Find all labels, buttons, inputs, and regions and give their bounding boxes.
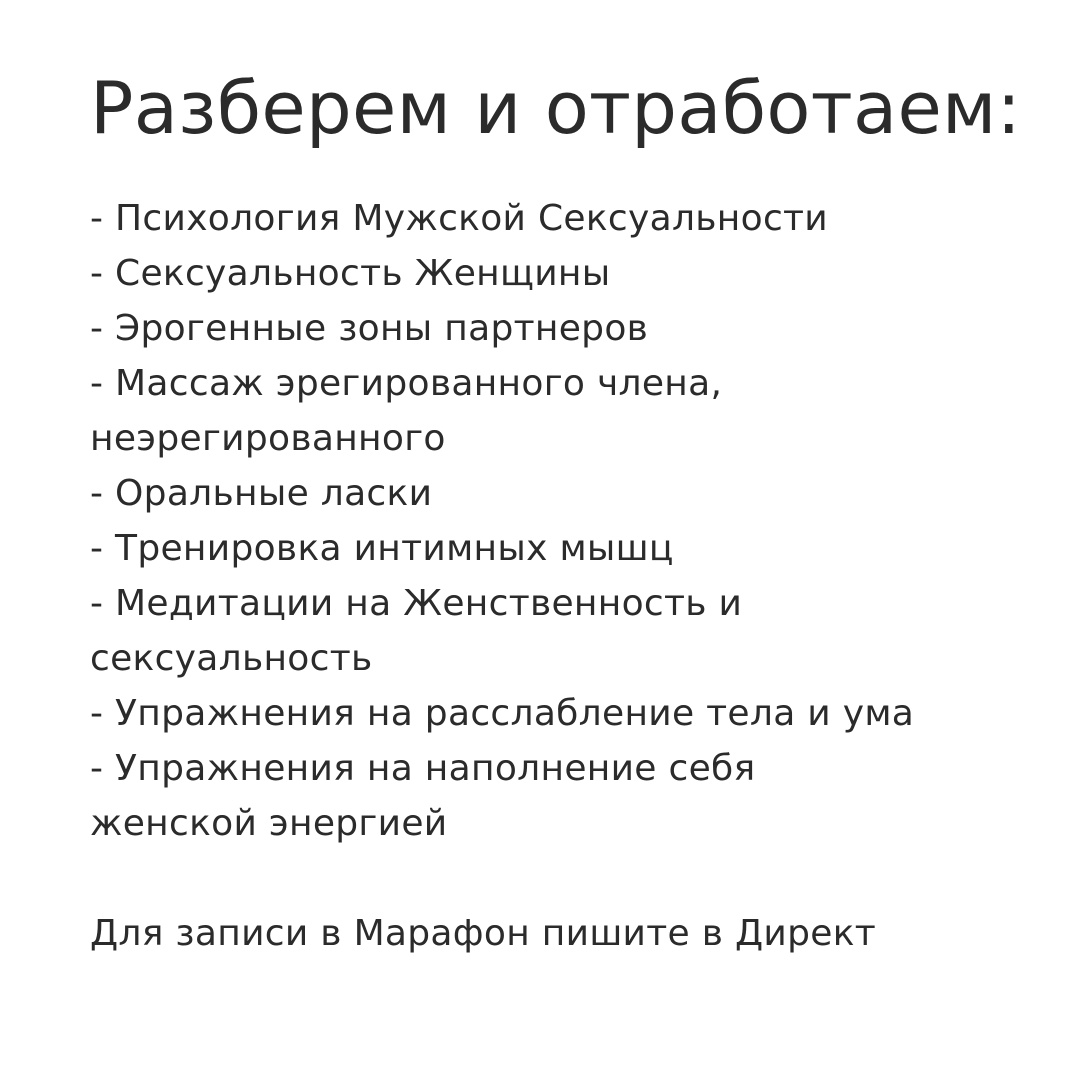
list-item-text: - Упражнения на наполнение себя (90, 748, 756, 789)
list-item-text: - Эрогенные зоны партнеров (90, 308, 649, 349)
list-item-text: - Психология Мужской Сексуальности (90, 198, 829, 239)
post-heading: Разберем и отработаем: (90, 66, 1022, 150)
list-item (90, 301, 1020, 356)
list-item-text: - Тренировка интимных мышц (90, 528, 674, 569)
list-item-text: - Медитации на Женственность и (90, 583, 743, 624)
list-item (90, 686, 1020, 741)
list-item (90, 466, 1020, 521)
list-item (90, 741, 1020, 851)
list-item-text: - Массаж эрегированного члена, (90, 363, 723, 404)
list-item-continuation: женской энергией (90, 803, 448, 844)
call-to-action: Для записи в Марафон пишите в Директ (90, 913, 877, 954)
list-item-text: - Сексуальность Женщины (90, 253, 611, 294)
list-item (90, 521, 1020, 576)
list-item-text: - Оральные ласки (90, 473, 433, 514)
list-item (90, 246, 1020, 301)
list-item (90, 191, 1020, 246)
list-item-continuation: неэрегированного (90, 418, 446, 459)
list-item-continuation: сексуальность (90, 638, 373, 679)
list-item-text: - Упражнения на расслабление тела и ума (90, 693, 915, 734)
topic-list (90, 191, 1020, 851)
list-item (90, 576, 1020, 686)
list-item (90, 356, 1020, 466)
